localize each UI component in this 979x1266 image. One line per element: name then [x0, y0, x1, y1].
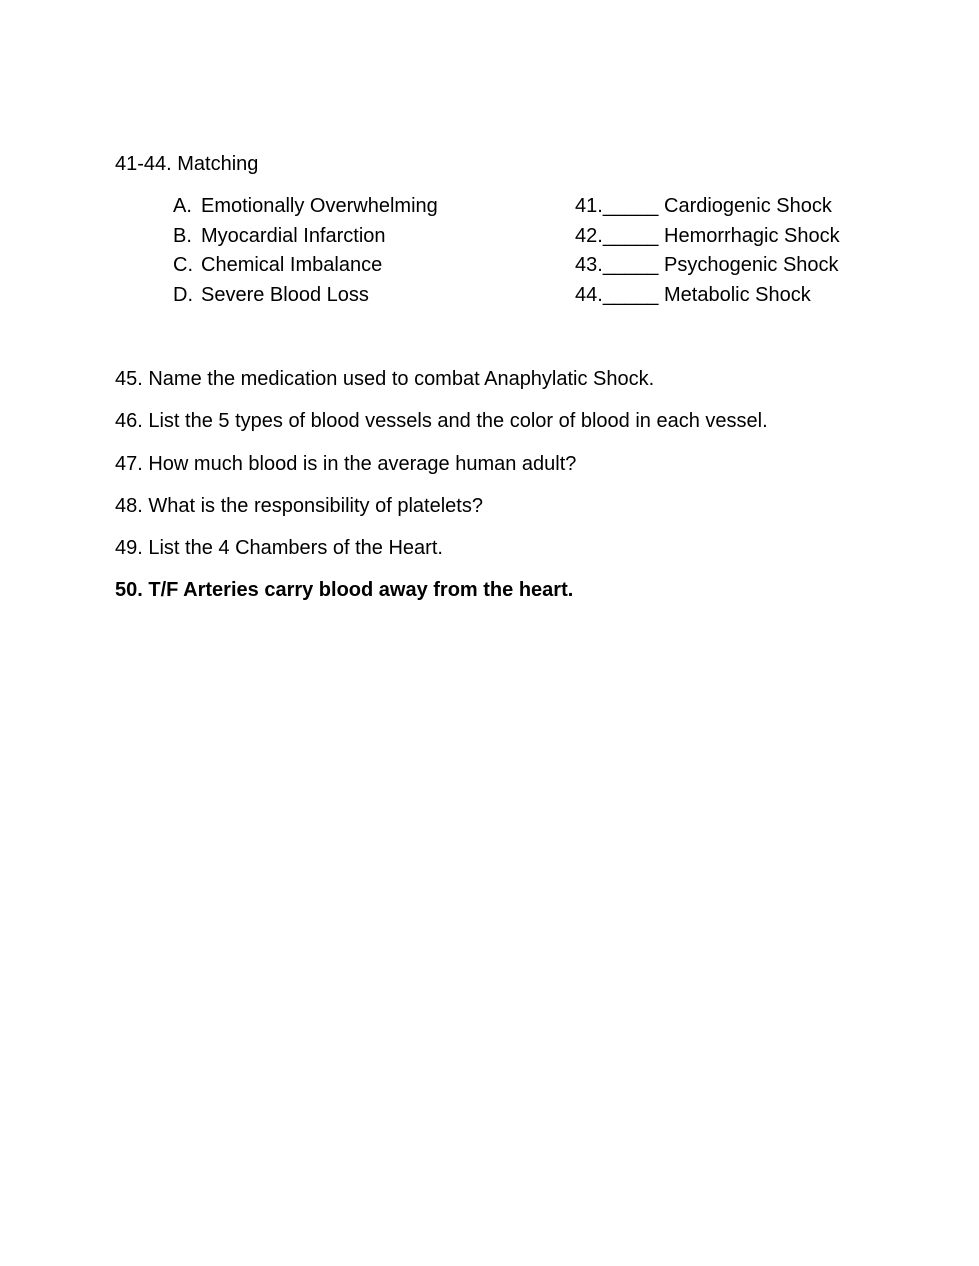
- answer-blank[interactable]: _____: [602, 225, 659, 247]
- item-text: Cardiogenic Shock: [664, 195, 832, 217]
- answer-blank[interactable]: _____: [602, 254, 659, 276]
- option-text: Chemical Imbalance: [201, 254, 383, 276]
- matching-option-d: [173, 283, 369, 307]
- question-50: 50. T/F Arteries carry blood away from the heart.: [115, 579, 574, 601]
- item-text: Metabolic Shock: [664, 284, 811, 306]
- item-number: 44.: [575, 284, 603, 306]
- matching-heading: 41-44. Matching: [115, 153, 259, 175]
- question-48: 48. What is the responsibility of platelets?: [115, 495, 483, 517]
- item-text: Psychogenic Shock: [664, 254, 839, 276]
- matching-item-41: [575, 194, 832, 218]
- option-letter: C.: [173, 254, 193, 276]
- question-45: 45. Name the medication used to combat Anaphylatic Shock.: [115, 368, 655, 390]
- answer-blank[interactable]: _____: [602, 284, 659, 306]
- matching-item-43: [575, 253, 839, 277]
- question-47: 47. How much blood is in the average human adult?: [115, 453, 577, 475]
- option-letter: D.: [173, 284, 193, 306]
- option-text: Emotionally Overwhelming: [201, 195, 438, 217]
- matching-item-42: [575, 224, 840, 248]
- item-text: Hemorrhagic Shock: [664, 225, 840, 247]
- option-letter: B.: [173, 225, 192, 247]
- question-49: 49. List the 4 Chambers of the Heart.: [115, 537, 443, 559]
- option-text: Severe Blood Loss: [201, 284, 369, 306]
- matching-option-a: [173, 194, 438, 218]
- question-46: 46. List the 5 types of blood vessels and the color of blood in each vessel.: [115, 410, 768, 432]
- item-number: 43.: [575, 254, 603, 276]
- matching-option-c: [173, 253, 382, 277]
- item-number: 41.: [575, 195, 603, 217]
- answer-blank[interactable]: _____: [602, 195, 659, 217]
- item-number: 42.: [575, 225, 603, 247]
- matching-option-b: [173, 224, 386, 248]
- option-text: Myocardial Infarction: [201, 225, 386, 247]
- option-letter: A.: [173, 195, 192, 217]
- matching-item-44: [575, 283, 811, 307]
